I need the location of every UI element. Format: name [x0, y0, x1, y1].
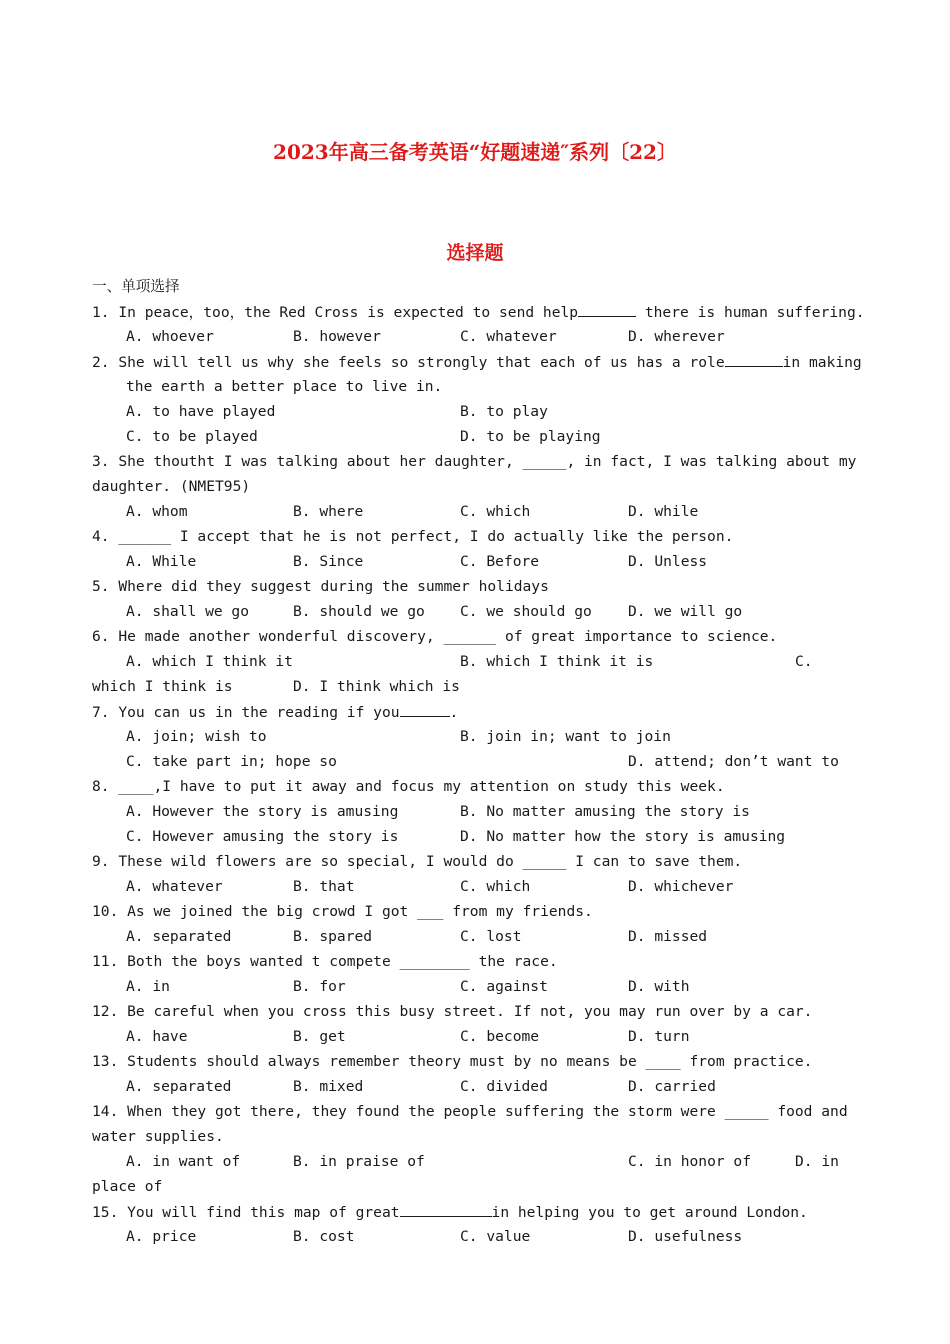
- option: C. lost: [460, 928, 522, 945]
- option: B. get: [293, 1028, 346, 1045]
- question-stem: 9. These wild flowers are so special, I would do _____ I can to save them.: [92, 853, 743, 870]
- option: D. whichever: [628, 878, 734, 895]
- option: C. which: [460, 878, 531, 895]
- option: C. value: [460, 1228, 531, 1245]
- answer-blank: [725, 352, 783, 367]
- option: D. wherever: [628, 328, 725, 345]
- option-continued: place of: [92, 1178, 163, 1195]
- option: C. Before: [460, 553, 540, 570]
- question-stem: 8. ____,I have to put it away and focus my attention on study this week.: [92, 778, 725, 795]
- option: C. take part in; hope so: [126, 753, 337, 770]
- option: A. in: [126, 978, 170, 995]
- question-stem: 15. You will find this map of great in helping you to get around London.: [92, 1204, 808, 1221]
- question-stem: 7. You can us in the reading if you .: [92, 704, 459, 721]
- option: C.: [795, 653, 813, 670]
- option: A. whom: [126, 503, 188, 520]
- option: A. separated: [126, 1078, 232, 1095]
- question-stem-continued: water supplies.: [92, 1128, 224, 1145]
- option: B. that: [293, 878, 355, 895]
- option-continued: which I think is: [92, 678, 233, 695]
- option: D. missed: [628, 928, 708, 945]
- option: B. for: [293, 978, 346, 995]
- option: D. to be playing: [460, 428, 601, 445]
- option: A. have: [126, 1028, 188, 1045]
- option: D. Unless: [628, 553, 708, 570]
- option: A. shall we go: [126, 603, 250, 620]
- option: D. carried: [628, 1078, 716, 1095]
- option: A. separated: [126, 928, 232, 945]
- option: C. against: [460, 978, 548, 995]
- option: B. spared: [293, 928, 373, 945]
- option: D. usefulness: [628, 1228, 743, 1245]
- option: D. turn: [628, 1028, 690, 1045]
- option: C. we should go: [460, 603, 592, 620]
- answer-blank: [400, 1202, 492, 1217]
- option: B. however: [293, 328, 381, 345]
- option: B. join in; want to join: [460, 728, 671, 745]
- question-stem: 13. Students should always remember theory must by no means be ____ from practice.: [92, 1053, 813, 1070]
- answer-blank: [578, 302, 636, 317]
- option: A. whatever: [126, 878, 223, 895]
- option: B. to play: [460, 403, 548, 420]
- document-title: 2023年高三备考英语“好题速递″系列〔22〕: [273, 140, 677, 164]
- option: A. in want of: [126, 1153, 241, 1170]
- option: C. divided: [460, 1078, 548, 1095]
- option: A. However the story is amusing: [126, 803, 399, 820]
- option: A. join; wish to: [126, 728, 267, 745]
- option: B. mixed: [293, 1078, 364, 1095]
- option: B. which I think it is: [460, 653, 654, 670]
- question-stem-continued: the earth a better place to live in.: [126, 378, 443, 395]
- question-stem: 11. Both the boys wanted t compete ________ the race.: [92, 953, 558, 970]
- answer-blank: [400, 702, 450, 717]
- option: A. which I think it: [126, 653, 293, 670]
- option: D. I think which is: [293, 678, 460, 695]
- option: B. should we go: [293, 603, 425, 620]
- option: A. price: [126, 1228, 197, 1245]
- question-stem: 14. When they got there, they found the people suffering the storm were _____ food and: [92, 1103, 848, 1120]
- option: C. become: [460, 1028, 540, 1045]
- question-stem: 12. Be careful when you cross this busy street. If not, you may run over by a car.: [92, 1003, 813, 1020]
- question-stem: 1. In peace，too，the Red Cross is expected to send help there is human suffering.: [92, 304, 865, 321]
- section-title: 选择题: [446, 242, 504, 264]
- question-stem: 10. As we joined the big crowd I got ___ from my friends.: [92, 903, 593, 920]
- option: D. we will go: [628, 603, 743, 620]
- option: A. While: [126, 553, 197, 570]
- option: C. in honor of: [628, 1153, 752, 1170]
- option: D. No matter how the story is amusing: [460, 828, 786, 845]
- option: D. attend; don’t want to: [628, 753, 839, 770]
- option: B. where: [293, 503, 364, 520]
- question-stem: 6. He made another wonderful discovery, ______ of great importance to science.: [92, 628, 778, 645]
- option: C. However amusing the story is: [126, 828, 399, 845]
- option: D. while: [628, 503, 699, 520]
- option: C. to be played: [126, 428, 258, 445]
- option: B. No matter amusing the story is: [460, 803, 750, 820]
- option: B. in praise of: [293, 1153, 425, 1170]
- option: D. with: [628, 978, 690, 995]
- question-stem-continued: daughter. (NMET95): [92, 478, 251, 495]
- option: B. Since: [293, 553, 364, 570]
- option: B. cost: [293, 1228, 355, 1245]
- question-stem: 4. ______ I accept that he is not perfect, I do actually like the person.: [92, 528, 734, 545]
- option: D. in: [795, 1153, 839, 1170]
- option: A. whoever: [126, 328, 214, 345]
- option: C. whatever: [460, 328, 557, 345]
- option: C. which: [460, 503, 531, 520]
- option: A. to have played: [126, 403, 276, 420]
- question-stem: 3. She thoutht I was talking about her daughter, _____, in fact, I was talking about my: [92, 453, 857, 470]
- question-stem: 5. Where did they suggest during the summer holidays: [92, 578, 549, 595]
- section-heading: 一、单项选择: [92, 278, 180, 295]
- question-stem: 2. She will tell us why she feels so strongly that each of us has a role in making: [92, 354, 862, 371]
